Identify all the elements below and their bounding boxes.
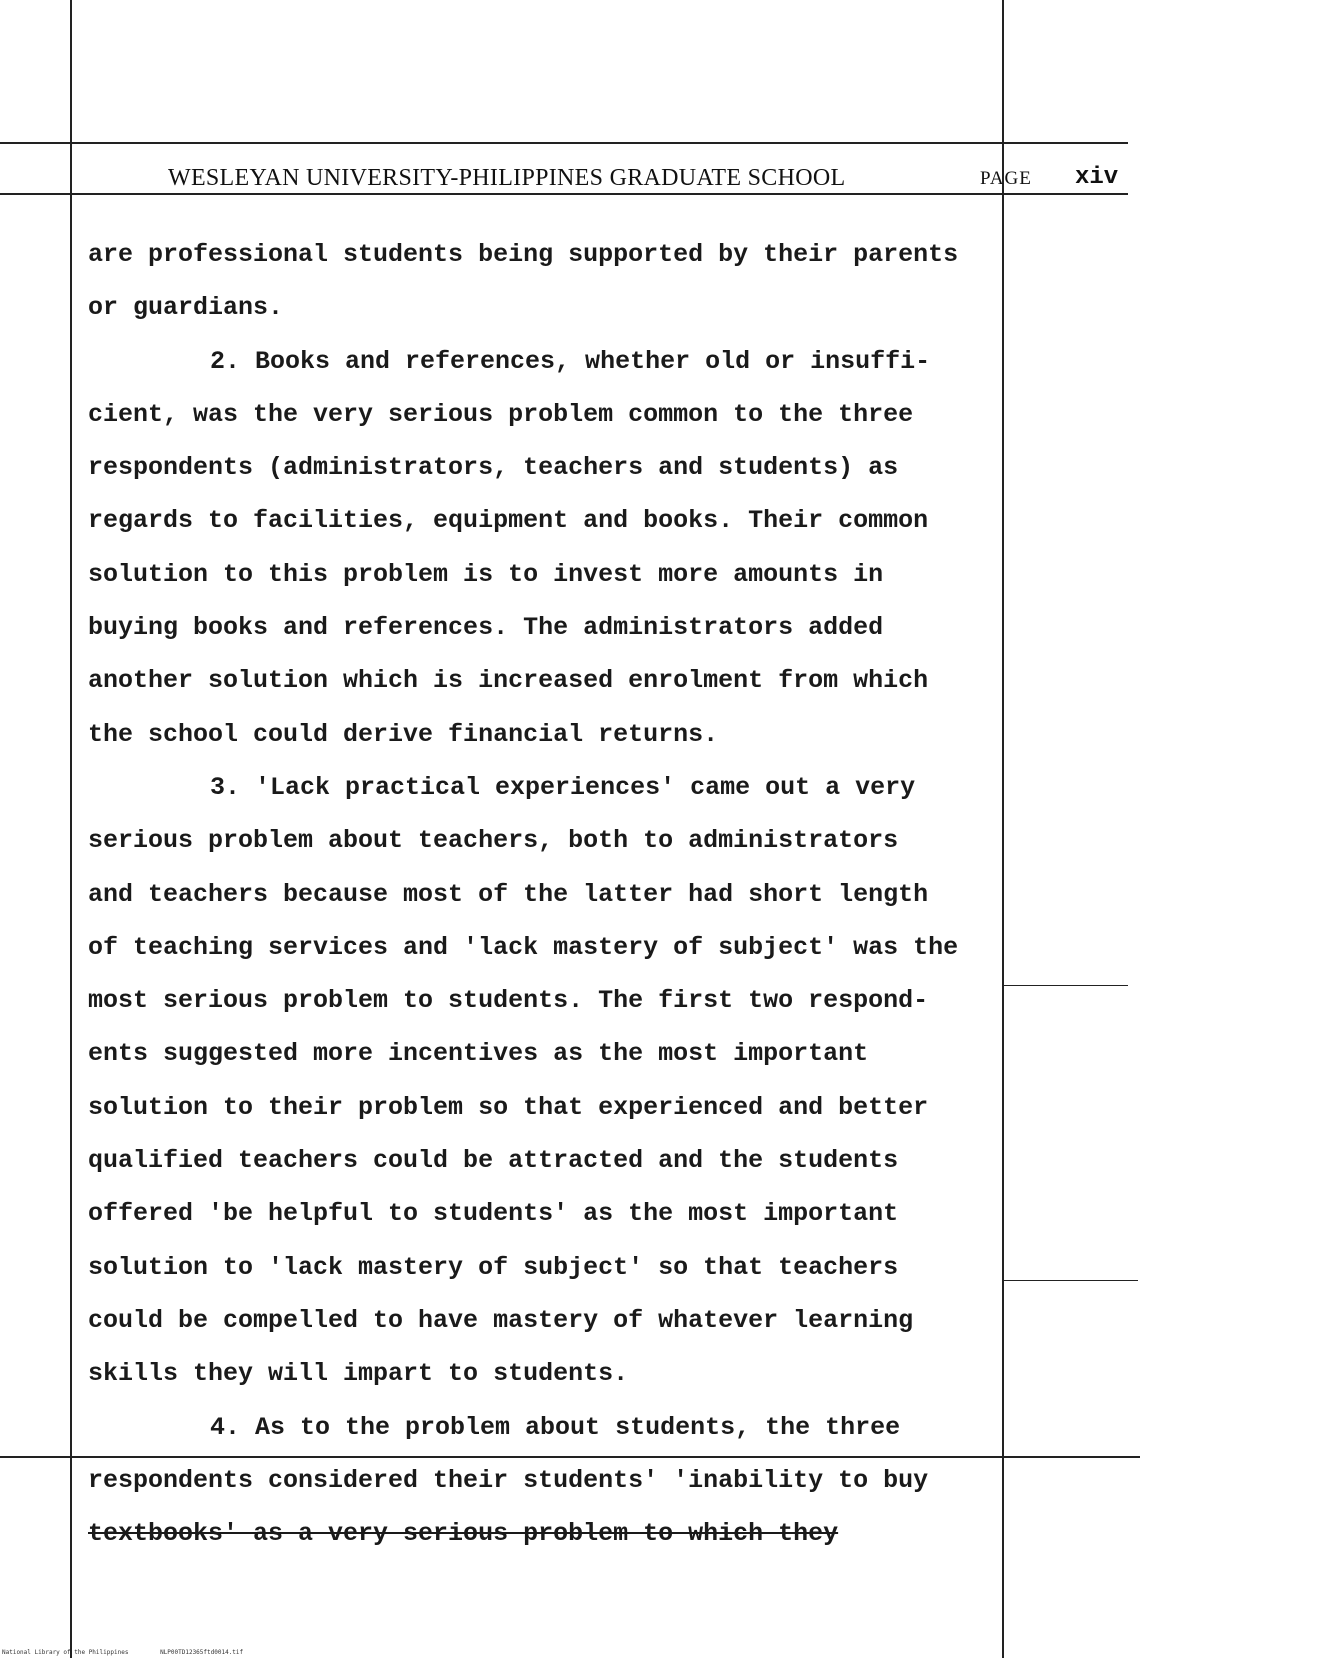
- scan-footer: [2, 1649, 271, 1656]
- text-line: respondents considered their students' 'inability to buy: [88, 1465, 929, 1495]
- text-line: are professional students being supported by their parents: [88, 240, 959, 269]
- text-line: respondents (administrators, teachers and students) as: [88, 453, 899, 483]
- text-line: regards to facilities, equipment and books. Their common: [88, 506, 929, 536]
- text-line: most serious problem to students. The first two respond-: [88, 986, 929, 1016]
- text-line: offered 'be helpful to students' as the most important: [88, 1199, 899, 1229]
- file-name: NLP00TD12365ftd0014.tif: [160, 1649, 244, 1656]
- text-line: ents suggested more incentives as the most important: [88, 1039, 869, 1069]
- text-line: of teaching services and 'lack mastery of subject' was the: [88, 932, 959, 962]
- text-line: solution to this problem is to invest more amounts in: [88, 559, 884, 589]
- text-line: and teachers because most of the latter had short length: [88, 879, 929, 909]
- text-line: skills they will impart to students.: [88, 1359, 629, 1389]
- left-margin-rule: [70, 0, 72, 1658]
- text-line: buying books and references. The administrators added: [88, 613, 884, 643]
- text-line: serious problem about teachers, both to administrators: [88, 826, 899, 856]
- library-credit: National Library of the Philippines: [2, 1649, 129, 1656]
- text-line: or guardians.: [88, 293, 284, 323]
- paragraph-start-4: 4. As to the problem about students, the three: [210, 1412, 901, 1442]
- text-line-last: textbooks' as a very serious problem to which they: [88, 1519, 839, 1549]
- text-line: solution to 'lack mastery of subject' so that teachers: [88, 1252, 899, 1282]
- text-line: could be compelled to have mastery of whatever learning: [88, 1305, 914, 1335]
- text-line: cient, was the very serious problem common to the three: [88, 399, 914, 429]
- text-line: the school could derive financial returns.: [88, 719, 719, 749]
- institution-header: WESLEYAN UNIVERSITY-PHILIPPINES GRADUATE SCHOOL: [168, 165, 846, 191]
- text-line: qualified teachers could be attracted and the students: [88, 1146, 899, 1176]
- page-number: xiv: [1075, 164, 1119, 191]
- header-bottom-rule: [0, 193, 1128, 195]
- text-line: solution to their problem so that experienced and better: [88, 1092, 929, 1122]
- paragraph-start-2: 2. Books and references, whether old or insuffi-: [210, 346, 931, 376]
- page-label: PAGE: [980, 168, 1032, 189]
- paragraph-start-3: 3. 'Lack practical experiences' came out a very: [210, 772, 916, 802]
- text-line: another solution which is increased enrolment from which: [88, 666, 929, 696]
- header-top-rule: [0, 142, 1128, 144]
- body-text: [88, 228, 1043, 1560]
